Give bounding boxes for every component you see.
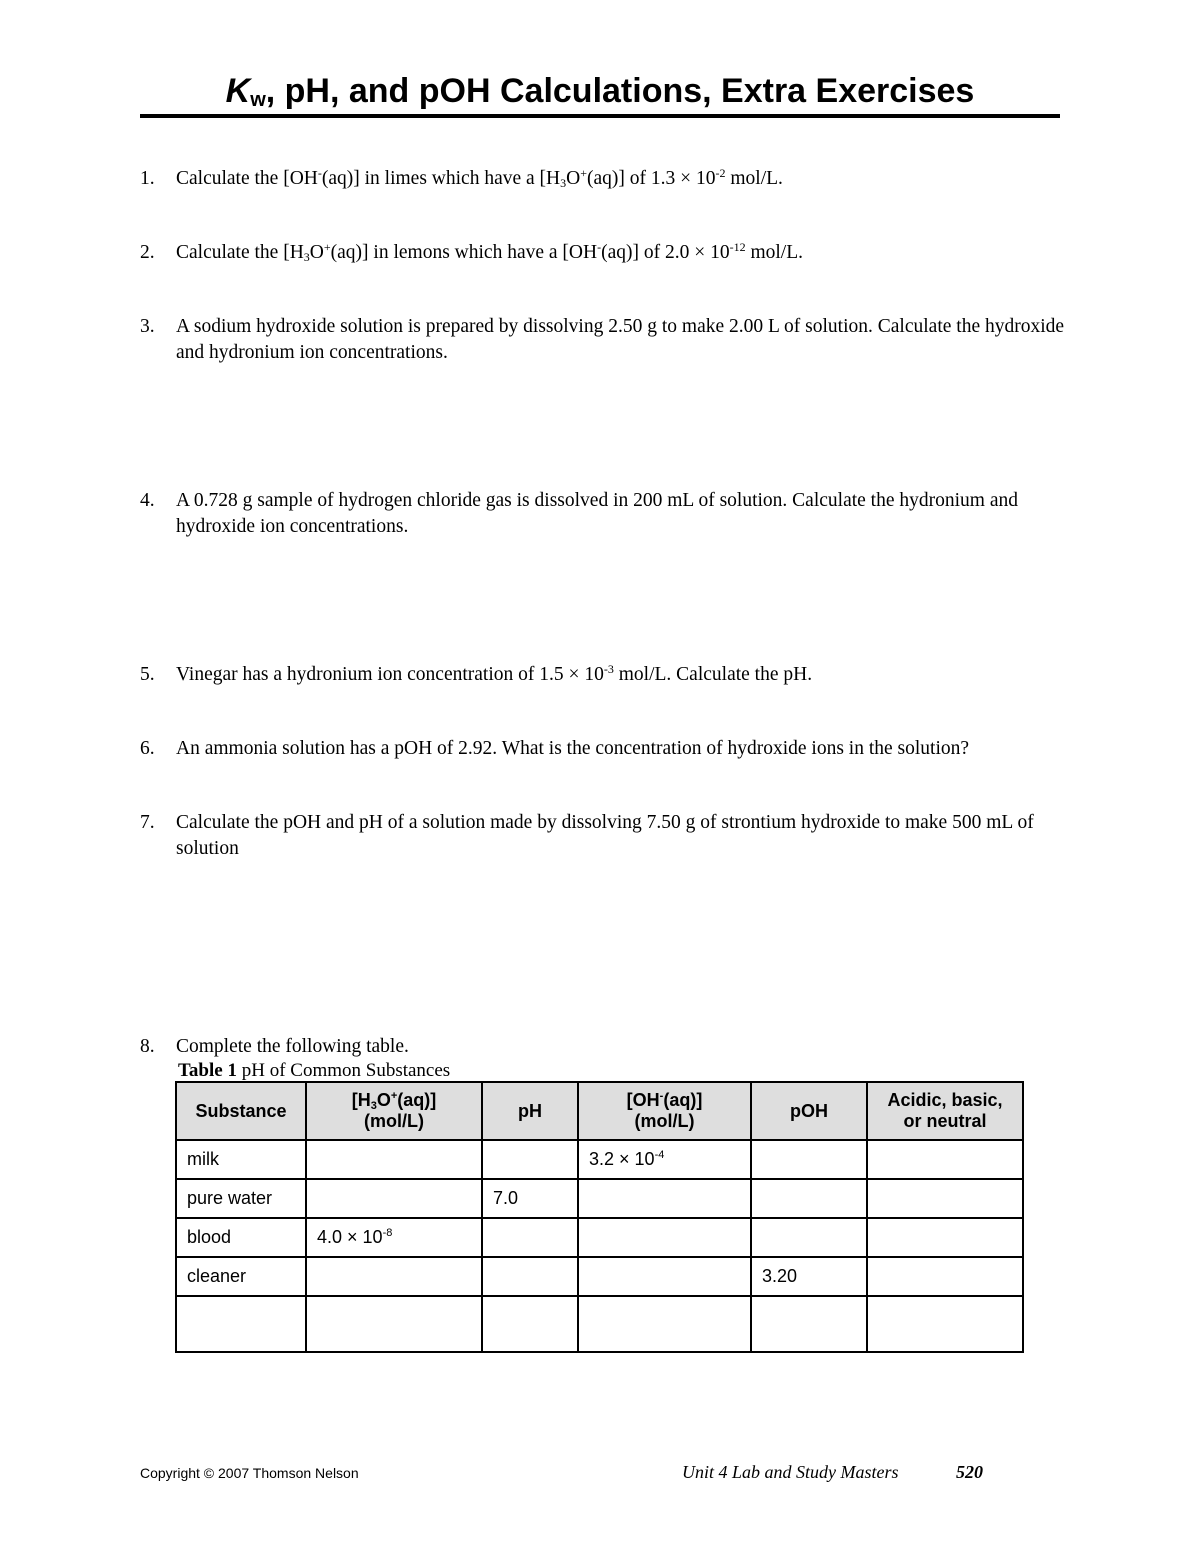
table-row <box>176 1257 1023 1296</box>
question-text: Calculate the [OH-(aq)] in limes which have a $[H_3O^+(aq)]$ of $1.3 \times 10^{-2}$ mol/L. <box>176 166 783 190</box>
question-number: 7. <box>140 812 155 833</box>
header-ph: pH <box>482 1082 578 1140</box>
header-substance: Substance <box>176 1082 306 1140</box>
table-cell[interactable] <box>578 1296 751 1352</box>
footer-copyright: Copyright © 2007 Thomson Nelson <box>140 1465 359 1481</box>
table-cell[interactable] <box>306 1296 482 1352</box>
table-cell: 3.20 <box>751 1257 867 1296</box>
table-cell[interactable] <box>578 1179 751 1218</box>
table-cell[interactable] <box>482 1218 578 1257</box>
table-row <box>176 1296 1023 1352</box>
question-text: An ammonia solution has a pOH of 2.92. What is the concentration of hydroxide ions in the solution? <box>176 738 970 759</box>
table-row <box>176 1140 1023 1179</box>
ph-table <box>175 1081 1024 1353</box>
table-cell[interactable] <box>306 1179 482 1218</box>
question-number: 5. <box>140 664 155 685</box>
table-cell[interactable] <box>867 1296 1023 1352</box>
footer-page-number: 520 <box>956 1462 983 1482</box>
table-cell[interactable] <box>751 1296 867 1352</box>
table-cell: pure water <box>176 1179 306 1218</box>
question-number: 6. <box>140 738 155 759</box>
table-cell[interactable] <box>867 1179 1023 1218</box>
title-text: , pH, and pOH Calculations, Extra Exercises <box>265 72 975 110</box>
table-row <box>176 1218 1023 1257</box>
question-number: 4. <box>140 490 155 511</box>
table-cell: 7.0 <box>482 1179 578 1218</box>
header-poh: pOH <box>751 1082 867 1140</box>
table-caption: Table 1 pH of Common Substances <box>178 1060 451 1081</box>
header-hydronium: $[H_3O^+(aq)]$ (mol/L) <box>306 1082 482 1140</box>
table-cell[interactable] <box>578 1257 751 1296</box>
title-rule <box>140 114 1060 118</box>
question-text: Complete the following table. <box>176 1036 409 1057</box>
footer-unit: Unit 4 Lab and Study Masters <box>682 1462 899 1482</box>
table-cell: $4.0 \times 10^{-8}$ <box>306 1218 482 1257</box>
question-number: 3. <box>140 316 155 337</box>
question-text: Calculate the $[H_3O^+(aq)]$ in lemons which have a [OH-(aq)] of $2.0 \times 10^{-12}$ mol/L. <box>176 240 804 264</box>
table-cell[interactable] <box>306 1257 482 1296</box>
table-cell[interactable] <box>176 1296 306 1352</box>
table-cell[interactable] <box>482 1296 578 1352</box>
question-text: Vinegar has a hydronium ion concentration of $1.5 \times 10^{-3}$ mol/L. Calculate the pH. <box>176 662 813 685</box>
table-cell: cleaner <box>176 1257 306 1296</box>
table-cell: blood <box>176 1218 306 1257</box>
table-header-row <box>176 1082 1023 1140</box>
question-number: 2. <box>140 242 155 263</box>
header-hydroxide: [OH-(aq)] (mol/L) <box>578 1082 751 1140</box>
question-text: A sodium hydroxide solution is prepared by dissolving 2.50 g to make 2.00 L of solution. Calculate the hydroxide and hydronium ion concentrations. <box>176 316 1065 363</box>
header-classification: Acidic, basic, or neutral <box>867 1082 1023 1140</box>
table-cell[interactable] <box>751 1218 867 1257</box>
question-text: A 0.728 g sample of hydrogen chloride gas is dissolved in 200 mL of solution. Calculate the hydronium and hydroxide ion concentrations. <box>176 490 1018 537</box>
table-row <box>176 1179 1023 1218</box>
table-cell[interactable] <box>482 1140 578 1179</box>
table-cell[interactable] <box>751 1140 867 1179</box>
question-text: Calculate the pOH and pH of a solution made by dissolving 7.50 g of strontium hydroxide to make 500 mL of solution <box>176 812 1034 859</box>
table-cell[interactable] <box>867 1140 1023 1179</box>
table-cell: $3.2 \times 10^{-4}$ <box>578 1140 751 1179</box>
question-number: 1. <box>140 168 155 189</box>
table-cell[interactable] <box>867 1218 1023 1257</box>
table-cell[interactable] <box>482 1257 578 1296</box>
table-cell: milk <box>176 1140 306 1179</box>
table-cell[interactable] <box>578 1218 751 1257</box>
table-cell[interactable] <box>751 1179 867 1218</box>
page-title <box>140 68 1060 116</box>
question-number: 8. <box>140 1036 155 1057</box>
title-k: $K_w$ <box>225 72 266 111</box>
table-cell[interactable] <box>306 1140 482 1179</box>
table-cell[interactable] <box>867 1257 1023 1296</box>
